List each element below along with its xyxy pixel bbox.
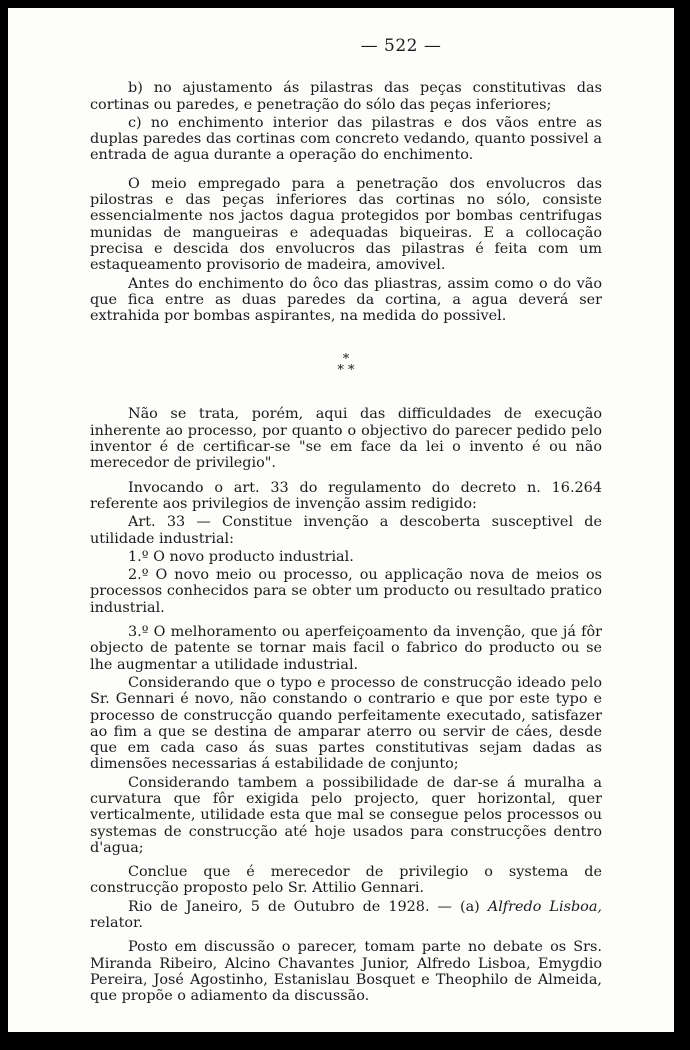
paragraph-discussion: Posto em discussão o parecer, tomam parte no debate os Srs. Miranda Ribeiro, Alcino Chavantes Junior, Alfredo Lisboa, Emygdio Pereira, José Agostinho, Estanislau Bosquet e Theophilo de Almeida, que propõe o adiamento da discussão. — [90, 939, 602, 1005]
page-text — [90, 38, 602, 1005]
scanned-page — [8, 8, 674, 1032]
paragraph-considering-2: Considerando tambem a possibilidade de dar-se á muralha a curvatura que fôr exigida pelo projecto, quer horizontal, quer verticalmente, utilidade esta que mal se consegue pelos processos ou systemas de construcção até hoje usados para construcções dentro d'agua; — [90, 774, 602, 856]
item-3: 3.º O melhoramento ou aperfeiçoamento da invenção, que já fôr objecto de patente se tornar mais facil o fabrico do producto ou se lhe augmentar a utilidade industrial. — [90, 624, 602, 673]
paragraph-c: c) no enchimento interior das pilastras e dos vãos entre as duplas paredes das cortinas com concreto vedando, quanto possivel a entrada de agua durante a operação do enchimento. — [90, 114, 602, 164]
item-1: 1.º O novo producto industrial. — [128, 548, 354, 565]
paragraph-b: b) no ajustamento ás pilastras das peças constitutivas das cortinas ou paredes, e penetração do sólo das peças inferiores; — [90, 80, 602, 113]
signature-date: Rio de Janeiro, 5 de Outubro de 1928. — (a) — [128, 898, 480, 915]
paragraph-invoking: Invocando o art. 33 do regulamento do decreto n. 16.264 referente aos privilegios de invenção assim redigido: — [90, 479, 602, 512]
signature-line — [90, 899, 602, 932]
paragraph-conclusion: Conclue que é merecedor de privilegio o systema de construcção proposto pelo Sr. Attilio Gennari. — [90, 864, 602, 897]
paragraph-difficulties: Não se trata, porém, aqui das difficuldades de execução inherente ao processo, por quanto o objectivo do parecer pedido pelo inventor é de certificar-se "se em face da lei o invento é ou não merecedor de privilegio". — [90, 406, 602, 472]
item-2: 2.º O novo meio ou processo, ou applicação nova de meios os processos conhecidos para se obter um producto ou resultado pratico industrial. — [90, 567, 602, 616]
paragraph-filling: Antes do enchimento do ôco das pliastras, assim como o do vão que fica entre as duas paredes da cortina, a agua deverá ser extrahida por bombas aspirantes, na medida do possivel. — [90, 275, 602, 325]
section-break — [90, 352, 602, 379]
signature-role: relator. — [90, 915, 143, 932]
paragraph-art33: Art. 33 — Constitue invenção a descoberta susceptivel de utilidade industrial: — [90, 514, 602, 547]
page-number: — 522 — — [360, 36, 442, 56]
paragraph-considering-1: Considerando que o typo e processo de construcção ideado pelo Sr. Gennari é novo, não constando o contrario e que por este typo e processo de construcção quando perfeitamente executado, satisfazer ao fim a que se destina de amparar aterro ou servir de cáes, desde que em cada caso ás suas partes constitutivas sejam dadas as dimensões necessarias á estabilidade de conjunto; — [90, 674, 602, 773]
asterism-top: * — [342, 352, 350, 368]
paragraph-method: O meio empregado para a penetração dos envolucros das pilostras e das peças inferiores das cortinas no sólo, consiste essencialmente nos jactos dagua protegidos por bombas centrifugas munidas de mangueiras e adequadas biqueiras. E a collocação precisa e descida dos envolucros das pilastras é feita com um estaqueamento provisorio de madeira, amovivel. — [90, 175, 602, 274]
signature-name: Alfredo Lisboa, — [487, 898, 603, 915]
asterism-bottom: * * — [337, 363, 355, 379]
